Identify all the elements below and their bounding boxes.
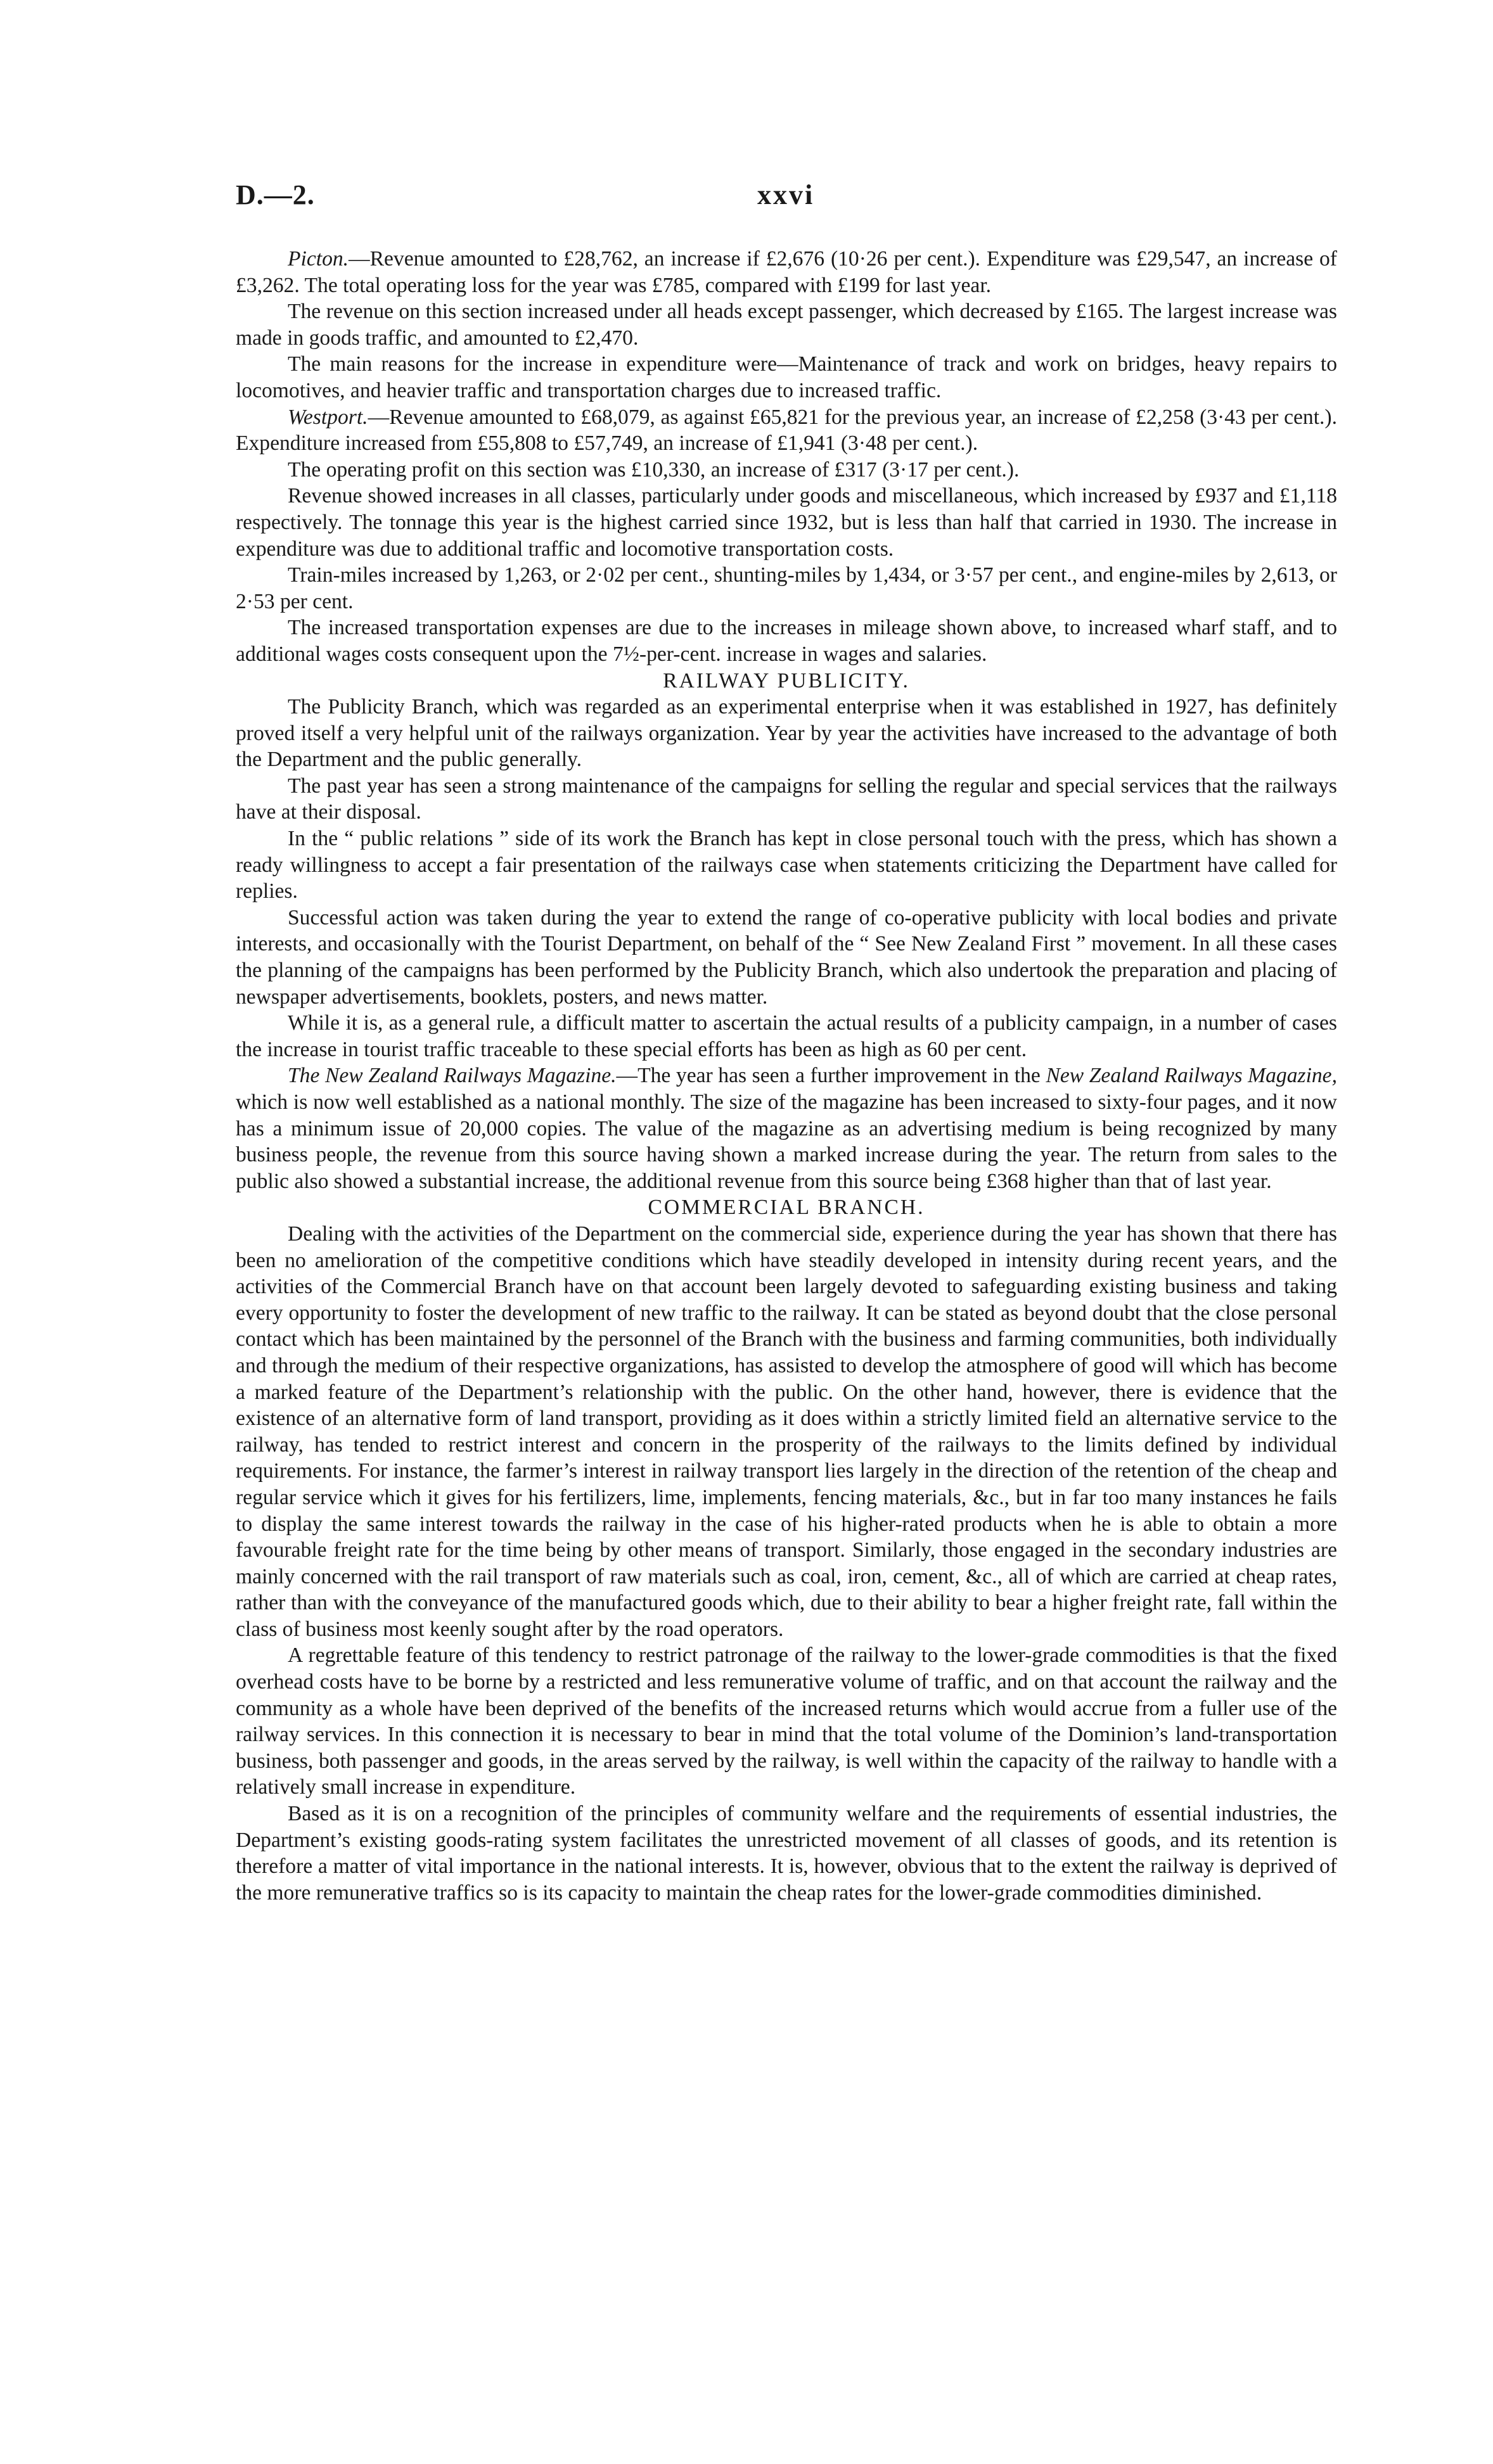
paragraph-publicity-3: In the “ public relations ” side of its work the Branch has kept in close personal touch with the press, which has shown a ready willingness to accept a fair presentation of the railways case when statements criticizing the Department have called for replies.: [236, 827, 1337, 903]
paragraph-westport-4: Train-miles increased by 1,263, or 2·02 per cent., shunting-miles by 1,434, or 3·57 per cent., and engine-miles by 2,613, or 2·53 per cent.: [236, 563, 1337, 613]
magazine-title: New Zealand Railways Magazine,: [1046, 1064, 1337, 1088]
paragraph-commercial-3: Based as it is on a recognition of the principles of community welfare and the requirements of essential industries, the Department’s existing goods-rating system facilitates the unrestricted movement of all classes of goods, and its retention is therefore a matter of vital importance in the national interests. It is, however, obvious that to the extent the railway is deprived of the more remunerative traffics so is its capacity to maintain the cheap rates for the lower-grade commodities diminished.: [236, 1802, 1337, 1905]
page-number: xxvi: [757, 179, 815, 210]
paragraph-picton-2: The revenue on this section increased under all heads except passenger, which decreased by £165. The largest increase was made in goods traffic, and amounted to £2,470.: [236, 300, 1337, 350]
document-reference: D.—2.: [236, 179, 315, 210]
paragraph-westport-5: The increased transportation expenses are due to the increases in mileage shown above, to increased wharf staff, and to additional wages costs consequent upon the 7½-per-cent. increase in wages and salaries.: [236, 616, 1337, 666]
paragraph-publicity-4: Successful action was taken during the year to extend the range of co-operative publicity with local bodies and private interests, and occasionally with the Tourist Department, on behalf of the “ See New Zealand First ” movement. In all these cases the planning of the campaigns has been performed by the Publicity Branch, which also undertook the preparation and placing of newspaper advertisements, booklets, posters, and news matter.: [236, 905, 1337, 1009]
paragraph-picton-3: The main reasons for the increase in expenditure were—Maintenance of track and work on bridges, heavy repairs to locomotives, and heavier traffic and transportation charges due to increased traffic.: [236, 352, 1337, 402]
paragraph-commercial-2: A regrettable feature of this tendency to restrict patronage of the railway to the lower-grade commodities is that the fixed overhead costs have to be borne by a restricted and less remunerative volume of traffic, and on that account the railway and the community as a whole have been deprived of the benefits of the increased returns which would accrue from a fuller use of the railway services. In this connection it is necessary to bear in mind that the total volume of the Dominion’s land-transportation business, both passenger and goods, in the areas served by the railway, is well within the capacity of the railway to handle with a relatively small increase in expenditure.: [236, 1644, 1337, 1799]
heading-railway-publicity: RAILWAY PUBLICITY.: [663, 668, 910, 693]
paragraph-magazine: The New Zealand Railways Magazine.—The year has seen a further improvement in the New Zealand Railways Magazine, which is now well established as a national monthly. The size of the magazine has been increased to sixty-four pages, and it now has a minimum issue of 20,000 copies. The value of the magazine as an advertising medium is being recognized by many business people, the revenue from this source having shown a marked increase during the year. The return from sales to the public also showed a substantial increase, the additional revenue from this source being £368 higher than that of last year.: [236, 1064, 1337, 1193]
paragraph-westport-1: Westport.—Revenue amounted to £68,079, as against £65,821 for the previous year, an increase of £2,258 (3·43 per cent.). Expenditure increased from £55,808 to £57,749, an increase of £1,941 (3·48 per cent.).: [236, 405, 1337, 456]
westport-lead: Westport.: [288, 405, 368, 429]
paragraph-westport-3: Revenue showed increases in all classes, particularly under goods and miscellaneous, which increased by £937 and £1,118 respectively. The tonnage this year is the highest carried since 1932, but is less than half that carried in 1930. The increase in expenditure was due to additional traffic and locomotive transportation costs.: [236, 484, 1337, 561]
paragraph-publicity-5: While it is, as a general rule, a difficult matter to ascertain the actual results of a publicity campaign, in a number of cases the increase in tourist traffic traceable to these special efforts has been as high as 60 per cent.: [236, 1011, 1337, 1061]
magazine-lead: The New Zealand Railways Magazine.: [288, 1064, 617, 1088]
paragraph-commercial-1: Dealing with the activities of the Department on the commercial side, experience during the year has shown that there has been no amelioration of the competitive conditions which have steadily developed in intensity during recent years, and the activities of the Commercial Branch have on that account been largely devoted to safeguarding existing business and taking every opportunity to foster the development of new traffic to the railway. It can be stated as beyond doubt that the close personal contact which has been maintained by the personnel of the Branch with the business and farming communities, both individually and through the medium of their respective organizations, has assisted to develop the atmosphere of good will which has become a marked feature of the Department’s relationship with the public. On the other hand, however, there is evidence that the existence of an alternative form of land transport, providing as it does within a strictly limited field an alternative service to the railway, has tended to restrict interest and concern in the prosperity of the railways to the limits defined by individual requirements. For instance, the farmer’s interest in railway transport lies largely in the direction of the retention of the cheap and regular service which it gives for his fertilizers, lime, implements, fencing materials, &c., but in far too many instances he fails to display the same interest towards the railway in the case of his higher-rated products when he is able to obtain a more favourable freight rate for the time being by other means of transport. Similarly, those engaged in the secondary industries are mainly concerned with the rail transport of raw materials such as coal, iron, cement, &c., all of which are carried at cheap rates, rather than with the conveyance of the manufactured goods which, due to their ability to bear a higher freight rate, fall within the class of business most keenly sought after by the road operators.: [236, 1222, 1337, 1641]
paragraph-picton-1: Picton.—Revenue amounted to £28,762, an increase if £2,676 (10·26 per cent.). Expenditure was £29,547, an increase of £3,262. The total operating loss for the year was £785, compared with £199 for last year.: [236, 247, 1337, 297]
document-body: [236, 246, 1337, 1906]
paragraph-publicity-2: The past year has seen a strong maintenance of the campaigns for selling the regular and special services that the railways have at their disposal.: [236, 774, 1337, 824]
heading-commercial-branch: COMMERCIAL BRANCH.: [648, 1196, 925, 1220]
paragraph-publicity-1: The Publicity Branch, which was regarded as an experimental enterprise when it was established in 1927, has definitely proved itself a very helpful unit of the railways organization. Year by year the activities have increased to the advantage of both the Department and the public generally.: [236, 695, 1337, 772]
paragraph-westport-2: The operating profit on this section was £10,330, an increase of £317 (3·17 per cent.).: [288, 457, 1020, 482]
picton-lead: Picton.: [288, 247, 349, 271]
